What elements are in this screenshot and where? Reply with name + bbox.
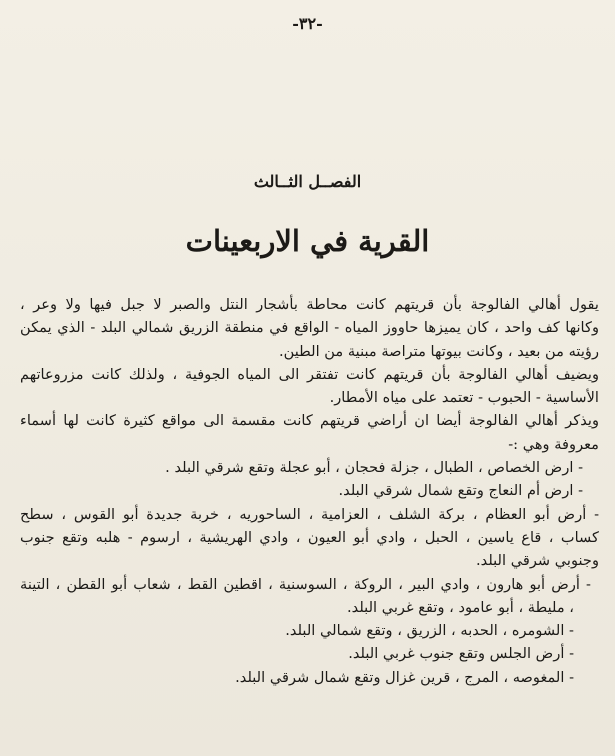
page-number: -٣٢- (292, 14, 323, 33)
text-line: ويذكر أهالي الفالوجة أيضا ان أراضي قريتهم كانت مقسمة الى مواقع كثيرة كانت لها أسماء (20, 412, 599, 430)
text-line: وكانها كف واحد ، كان يميزها حاووز المياه - الواقع في منطقة الزريق شمالي البلد - الذي يمكن (20, 319, 599, 337)
text-line: يقول أهالي الفالوجة بأن قريتهم كانت محاطة بأشجار النتل والصبر لا جبل فيها ولا وعر ، (20, 296, 599, 313)
text-line: ، مليطة ، أبو عامود ، وتقع غربي البلد. (347, 598, 574, 616)
text-line: معروفة وهي :- (508, 435, 599, 453)
list-item: - أرض الجلس وتقع جنوب غربي البلد. (348, 645, 574, 663)
text-line: كساب ، قاع ياسين ، الحبل ، وادي أبو العيون ، وادي الهريشية ، ارسوم - هلبه وتقع جنوب (20, 528, 599, 546)
list-item: - المغوصه ، المرج ، قرين غزال وتقع شمال شرقي البلد. (235, 668, 574, 686)
list-item: - الشومره ، الحدبه ، الزريق ، وتقع شمالي البلد. (285, 622, 574, 640)
list-item: - ارض الخصاص ، الطبال ، جزلة فحجان ، أبو عجلة وتقع شرقي البلد . (165, 459, 583, 477)
chapter-label: الفصــل الثــالث (253, 172, 362, 191)
text-line: رؤيته من بعيد ، وكانت بيوتها متراصة مبنية من الطين. (279, 342, 599, 360)
list-item: - أرض أبو العظام ، بركة الشلف ، العزامية ، الساحوريه ، خربة جديدة أبو القوس ، سطح (20, 505, 599, 523)
text-line: الأساسية - الحبوب - تعتمد على مياه الأمطار. (329, 389, 599, 407)
list-item: - أرض أبو هارون ، وادي البير ، الروكة ، السوسنية ، اقطين القط ، شعاب أبو القطن ، التينة (20, 575, 591, 593)
list-item: - ارض أم النعاج وتقع شمال شرقي البلد. (338, 482, 583, 500)
chapter-title: القرية في الاربعينات (185, 224, 430, 258)
body-text (20, 293, 599, 689)
text-line: وجنوبي شرقي البلد. (476, 552, 599, 570)
text-line: ويضيف أهالي الفالوجة بأن قريتهم كانت تفتقر الى المياه الجوفية ، ولذلك كانت مزروعاتهم (20, 365, 599, 383)
